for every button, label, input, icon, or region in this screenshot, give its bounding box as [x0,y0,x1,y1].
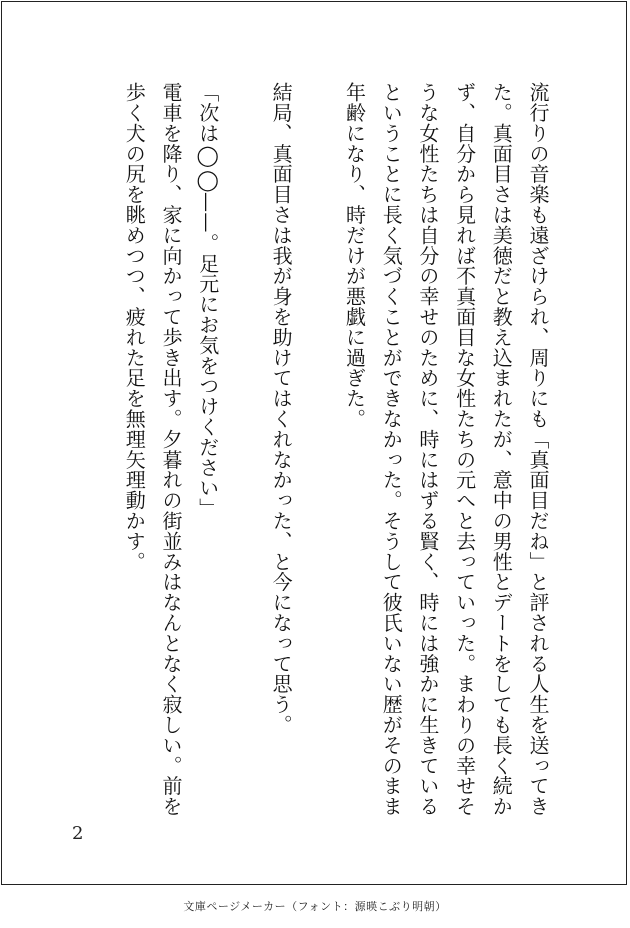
vertical-text-body [116,82,556,822]
book-page [1,1,627,885]
paragraph-1: 流行りの音楽も遠ざけられ、周りにも「真面目だね」と評される人生を送ってきた。真面目さは美徳だと教え込まれたが、意中の男性とデートをしても長く続かず、自分から見れば不真面目な女性たちの元へと去っていった。まわりの幸せそうな女性たちは自分の幸せのために、時にはずる賢く、時には強かに生きているということに長く気づくことができなかった。そうして彼氏いない歴がそのまま年齢になり、時だけが悪戯に過ぎた。 [342,82,550,817]
footer-credit: 文庫ページメーカー（フォント：源暎こぶり明朝） [183,900,447,913]
blank-line [299,82,336,822]
page-number: 2 [72,823,84,844]
paragraph-2: 結局、真面目さは我が身を助けてはくれなかった、と今になって思う。 [269,82,294,735]
paragraph-announcement: 「次は◯◯——。足元にお気をつけください」 [195,82,220,519]
blank-line [226,82,263,822]
paragraph-3: 電車を降り、家に向かって歩き出す。夕暮れの街並みはなんとなく寂しい。前を歩く犬の尻を眺めつつ、疲れた足を無理矢理動かす。 [122,82,183,817]
